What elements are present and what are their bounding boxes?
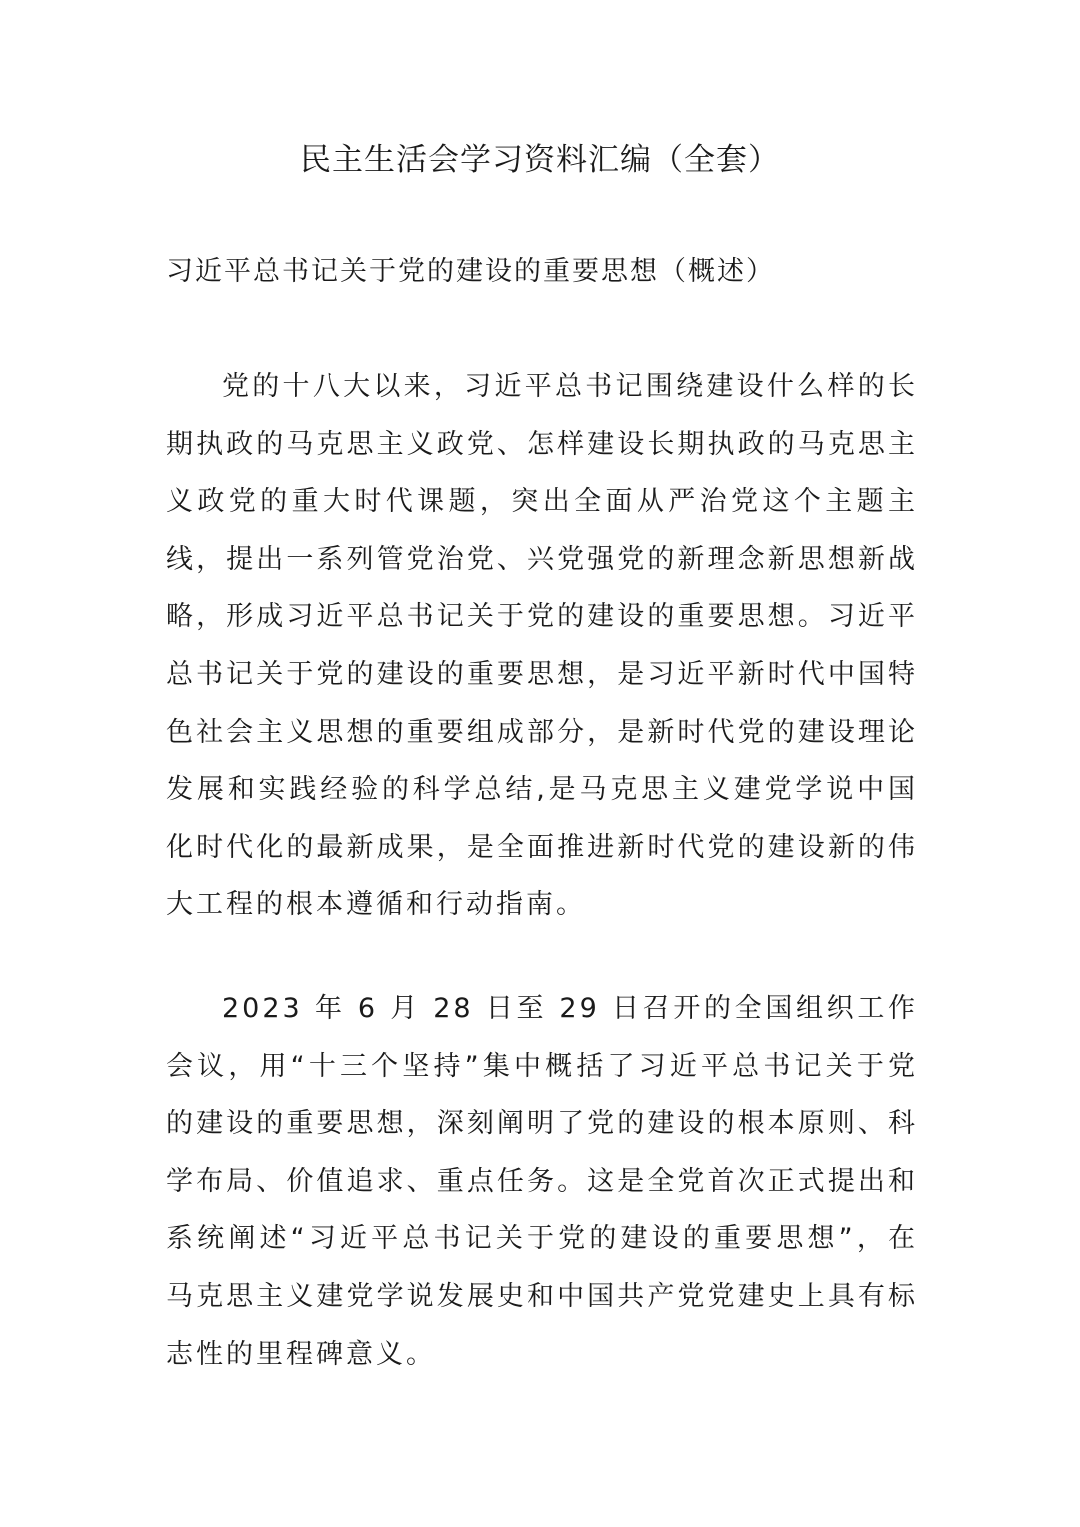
document-title: 民主生活会学习资料汇编（全套） [300,142,780,178]
body-paragraph: 2023 年 6 月 28 日至 29 日召开的全国组织工作会议，用“十三个坚持”集中概括了习近平总书记关于党的建设的重要思想，深刻阐明了党的建设的根本原则、科学布局、价值追求、重点任务。这是全党首次正式提出和系统阐述“习近平总书记关于党的建设的重要思想”，在马克思主义建党学说发展史和中国共产党党建史上具有标志性的里程碑意义。 [166,993,918,1370]
body-paragraph: 党的十八大以来，习近平总书记围绕建设什么样的长期执政的马克思主义政党、怎样建设长期执政的马克思主义政党的重大时代课题，突出全面从严治党这个主题主线，提出一系列管党治党、兴党强党的新理念新思想新战略，形成习近平总书记关于党的建设的重要思想。习近平总书记关于党的建设的重要思想，是习近平新时代中国特色社会主义思想的重要组成部分，是新时代党的建设理论发展和实践经验的科学总结,是马克思主义建党学说中国化时代化的最新成果，是全面推进新时代党的建设新的伟大工程的根本遵循和行动指南。 [166,371,918,921]
section-heading: 习近平总书记关于党的建设的重要思想（概述） [166,256,775,287]
